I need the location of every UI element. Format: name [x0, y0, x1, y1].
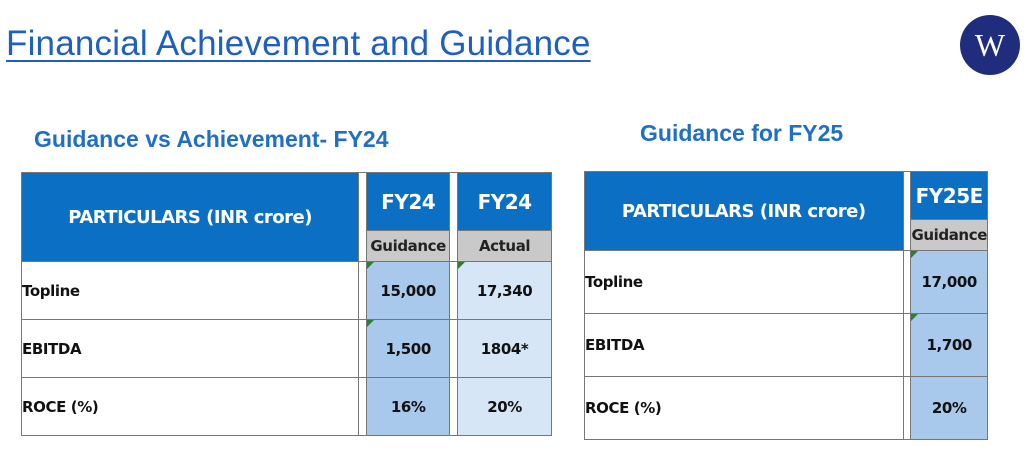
- actual-subheader: Actual: [458, 231, 552, 262]
- guidance-fy25-table: [584, 171, 988, 440]
- logo-w-icon: [968, 28, 1012, 62]
- guidance-value: 20%: [911, 377, 988, 440]
- guidance-vs-achievement-table: [21, 172, 552, 436]
- row-label: Topline: [585, 251, 904, 314]
- table-row: [22, 378, 552, 436]
- comment-marker-icon: [458, 262, 465, 269]
- left-section-heading: Guidance vs Achievement- FY24: [34, 126, 389, 152]
- fy24-actual-year-header: FY24: [458, 173, 552, 231]
- fy24-guidance-year-header: FY24: [367, 173, 450, 231]
- fy25e-year-header: FY25E: [911, 172, 988, 220]
- right-section-heading: Guidance for FY25: [640, 120, 844, 146]
- column-separator: [450, 173, 458, 262]
- page-title: Financial Achievement and Guidance: [6, 24, 591, 63]
- comment-marker-icon: [367, 320, 374, 327]
- guidance-value: 15,000: [367, 262, 450, 320]
- guidance-value: 1,500: [367, 320, 450, 378]
- table-row: [585, 251, 988, 314]
- guidance-value: 17,000: [911, 251, 988, 314]
- table-row: [585, 314, 988, 377]
- table-row: [22, 262, 552, 320]
- company-logo: [960, 15, 1020, 75]
- guidance-subheader: Guidance: [911, 220, 988, 251]
- particulars-header: PARTICULARS (INR crore): [585, 172, 904, 251]
- actual-value: 20%: [458, 378, 552, 436]
- row-label: ROCE (%): [585, 377, 904, 440]
- logo-letter: W: [974, 28, 1006, 62]
- actual-value: 17,340: [458, 262, 552, 320]
- comment-marker-icon: [367, 262, 374, 269]
- comment-marker-icon: [911, 251, 918, 258]
- column-separator: [359, 173, 367, 262]
- guidance-subheader: Guidance: [367, 231, 450, 262]
- particulars-header: PARTICULARS (INR crore): [22, 173, 359, 262]
- column-separator: [903, 172, 911, 251]
- table-row: [22, 320, 552, 378]
- row-label: ROCE (%): [22, 378, 359, 436]
- table-row: [585, 377, 988, 440]
- comment-marker-icon: [911, 314, 918, 321]
- row-label: EBITDA: [22, 320, 359, 378]
- row-label: Topline: [22, 262, 359, 320]
- actual-value: 1804*: [458, 320, 552, 378]
- guidance-value: 16%: [367, 378, 450, 436]
- row-label: EBITDA: [585, 314, 904, 377]
- guidance-value: 1,700: [911, 314, 988, 377]
